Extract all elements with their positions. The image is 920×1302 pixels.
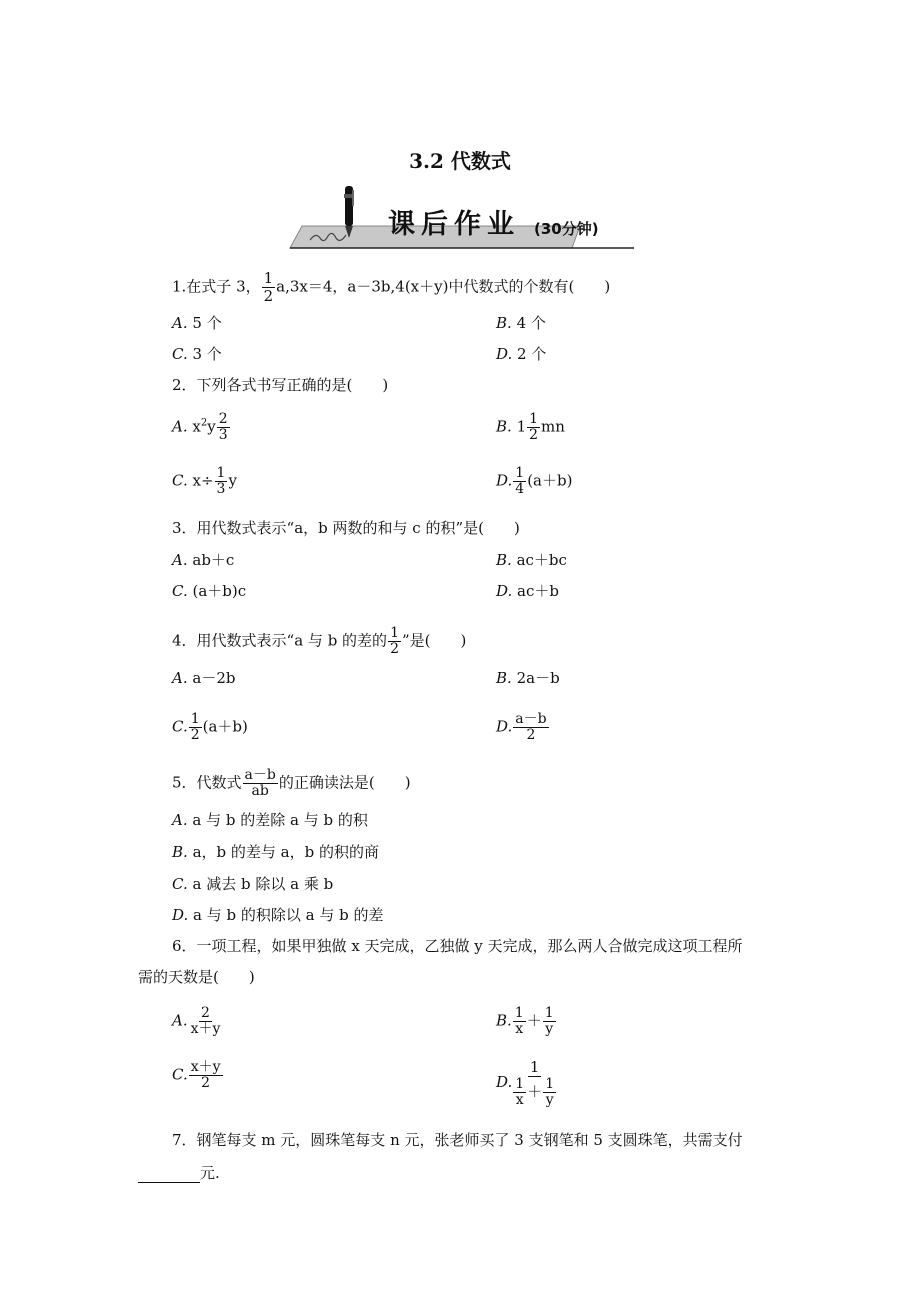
q1-option-c: C. 3 个 (172, 345, 222, 363)
question-5-stem: 5．代数式 $\frac{a-b}{ab}$ 的正确读法是( ) (172, 767, 411, 799)
question-7-stem-line2: 元. (138, 1163, 220, 1183)
answer-blank[interactable] (138, 1166, 200, 1183)
q5-option-b: B. a，b 的差与 a，b 的积的商 (172, 843, 379, 861)
q6-option-d: D. 1 $\frac{1}{x}$ ＋ $\frac{1}{y}$ (496, 1058, 555, 1108)
q2-option-b: B. 1 $\frac{1}{2}$ mn (496, 411, 565, 443)
q2-option-c: C. x÷ $\frac{1}{3}$ y (172, 465, 237, 497)
q6-option-b: B. $\frac{1}{x}$ ＋ $\frac{1}{y}$ (496, 1005, 554, 1037)
banner-heading: 课后作业 (388, 209, 520, 240)
q3-option-c: C. (a＋b)c (172, 582, 247, 600)
question-1-stem: 1.在式子 3， $\frac{1}{2}$ a,3x＝4，a－3b,4(x＋y)中代数式的个数有( ) (172, 269, 611, 305)
question-4-stem: 4．用代数式表示“a 与 b 的差的 $\frac{1}{2}$ ”是( ) (172, 625, 467, 657)
question-3-stem: 3．用代数式表示“a，b 两数的和与 c 的积”是( ) (172, 519, 520, 537)
q6-option-c: C. $\frac{x+y}{2}$ (172, 1059, 221, 1091)
q2-option-d: D. $\frac{1}{4}$ (a＋b) (496, 465, 573, 497)
q5-option-c: C. a 减去 b 除以 a 乘 b (172, 875, 334, 893)
q5-option-d: D. a 与 b 的积除以 a 与 b 的差 (172, 906, 384, 924)
q3-option-d: D. ac＋b (496, 582, 559, 600)
question-2-stem: 2．下列各式书写正确的是( ) (172, 376, 389, 394)
q1-option-b: B. 4 个 (496, 314, 546, 332)
q5-option-a: A. a 与 b 的差除 a 与 b 的积 (172, 811, 368, 829)
q2-option-a: A. $x^2y$ $\frac{2}{3}$ (172, 411, 228, 443)
q1-option-a: A. 5 个 (172, 314, 222, 332)
banner-time: (30分钟) (534, 220, 599, 238)
q3-option-b: B. ac＋bc (496, 551, 567, 569)
q4-option-a: A. a－2b (172, 669, 236, 687)
q4-option-d: D. $\frac{a-b}{2}$ (496, 711, 547, 743)
q4-option-c: C. $\frac{1}{2}$ (a＋b) (172, 711, 248, 743)
question-7-stem-line1: 7．钢笔每支 m 元，圆珠笔每支 n 元，张老师买了 3 支钢笔和 5 支圆珠笔，共需支付 (172, 1131, 743, 1149)
q6-option-a: A. $\frac{2}{x+y}$ (172, 1005, 221, 1037)
question-6-stem-line2: 需的天数是( ) (138, 968, 255, 986)
question-6-stem-line1: 6．一项工程，如果甲独做 x 天完成，乙独做 y 天完成，那么两人合做完成这项工程所 (172, 937, 743, 955)
q3-option-a: A. ab＋c (172, 551, 235, 569)
page-title: 3.2 代数式 (409, 149, 511, 173)
q1-option-d: D. 2 个 (496, 345, 547, 363)
q4-option-b: B. 2a－b (496, 669, 560, 687)
